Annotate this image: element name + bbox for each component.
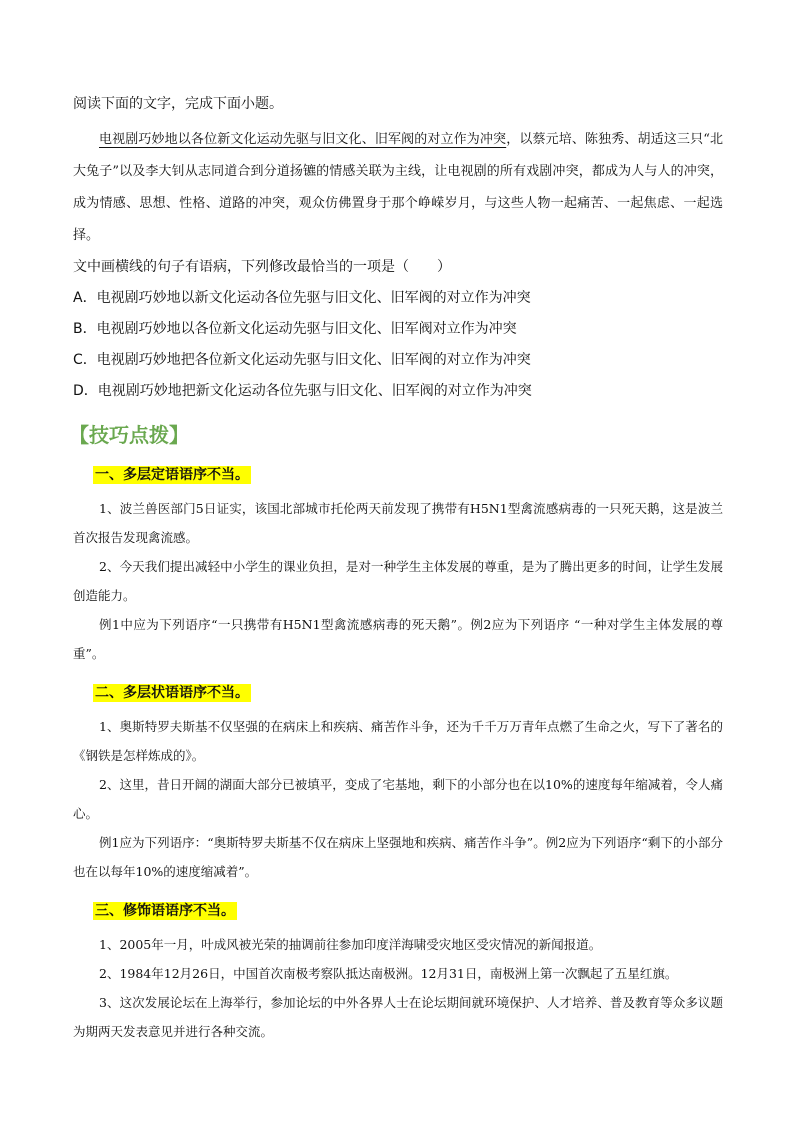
option-c: C．电视剧巧妙地把各位新文化运动先驱与旧文化、旧军阀的对立作为冲突 — [73, 352, 531, 368]
document-content — [69, 92, 723, 1046]
section-paragraph: 1、奥斯特罗夫斯基不仅坚强的在病床上和疾病、痛苦作斗争，还为千千万万青年点燃了生命之火，写下了著名的《钢铁是怎样炼成的》。 — [73, 719, 723, 763]
section-paragraph: 2、今天我们提出减轻中小学生的课业负担，是对一种学生主体发展的尊重，是为了腾出更多的时间，让学生发展创造能力。 — [73, 559, 723, 603]
reading-instruction: 阅读下面的文字，完成下面小题。 — [73, 96, 283, 112]
reading-passage — [73, 124, 723, 252]
section-paragraph: 3、这次发展论坛在上海举行，参加论坛的中外各界人士在论坛期间就环境保护、人才培养、普及教育等众多议题为期两天发表意见并进行各种交流。 — [73, 995, 723, 1039]
section-2 — [73, 682, 723, 886]
option-b: B．电视剧巧妙地以各位新文化运动先驱与旧文化、旧军阀对立作为冲突 — [73, 321, 517, 337]
question-stem: 文中画横线的句子有语病，下列修改最恰当的一项是（ ） — [73, 259, 451, 275]
section-paragraph: 例1应为下列语序：“奥斯特罗夫斯基不仅在病床上坚强地和疾病、痛苦作斗争”。例2应为下列语序“剩下的小部分也在以每年10%的速度缩减着”。 — [73, 835, 723, 879]
section-title: 三、修饰语语序不当。 — [95, 903, 235, 919]
tips-heading: 【技巧点拨】 — [69, 423, 189, 447]
section-title: 二、多层状语语序不当。 — [95, 685, 249, 701]
section-paragraph: 2、这里，昔日开阔的湖面大部分已被填平，变成了宅基地，剩下的小部分也在以10%的速度每年缩减着，令人痛心。 — [73, 777, 723, 821]
passage-rest: ，以蔡元培、陈独秀、胡适这三只“北大兔子”以及李大钊从志同道合到分道扬镳的情感关联为主线，让电视剧的所有戏剧冲突，都成为人与人的冲突，成为情感、思想、性格、道路的冲突，观众仿佛置身于那个峥嵘岁月，与这些人物一起痛苦、一起焦虑、一起选择。 — [73, 132, 723, 243]
option-d: D．电视剧巧妙地把新文化运动各位先驱与旧文化、旧军阀的对立作为冲突 — [73, 383, 532, 399]
option-a: A．电视剧巧妙地以新文化运动各位先驱与旧文化、旧军阀的对立作为冲突 — [73, 290, 531, 306]
section-paragraph: 例1中应为下列语序“一只携带有H5N1型禽流感病毒的死天鹅”。例2应为下列语序 “一种对学生主体发展的尊重”。 — [73, 617, 723, 661]
section-title: 一、多层定语语序不当。 — [95, 467, 249, 483]
section-1 — [73, 464, 723, 668]
section-paragraph: 1、波兰兽医部门5日证实，该国北部城市托伦两天前发现了携带有H5N1型禽流感病毒的一只死天鹅，这是波兰首次报告发现禽流感。 — [73, 501, 723, 545]
section-3 — [73, 900, 723, 1046]
section-paragraph: 1、2005年一月，叶成风被光荣的抽调前往参加印度洋海啸受灾地区受灾情况的新闻报道。 — [99, 937, 602, 952]
underlined-sentence: 电视剧巧妙地以各位新文化运动先驱与旧文化、旧军阀的对立作为冲突 — [99, 132, 507, 147]
section-paragraph: 2、1984年12月26日，中国首次南极考察队抵达南极洲。12月31日，南极洲上第一次飘起了五星红旗。 — [99, 966, 678, 981]
